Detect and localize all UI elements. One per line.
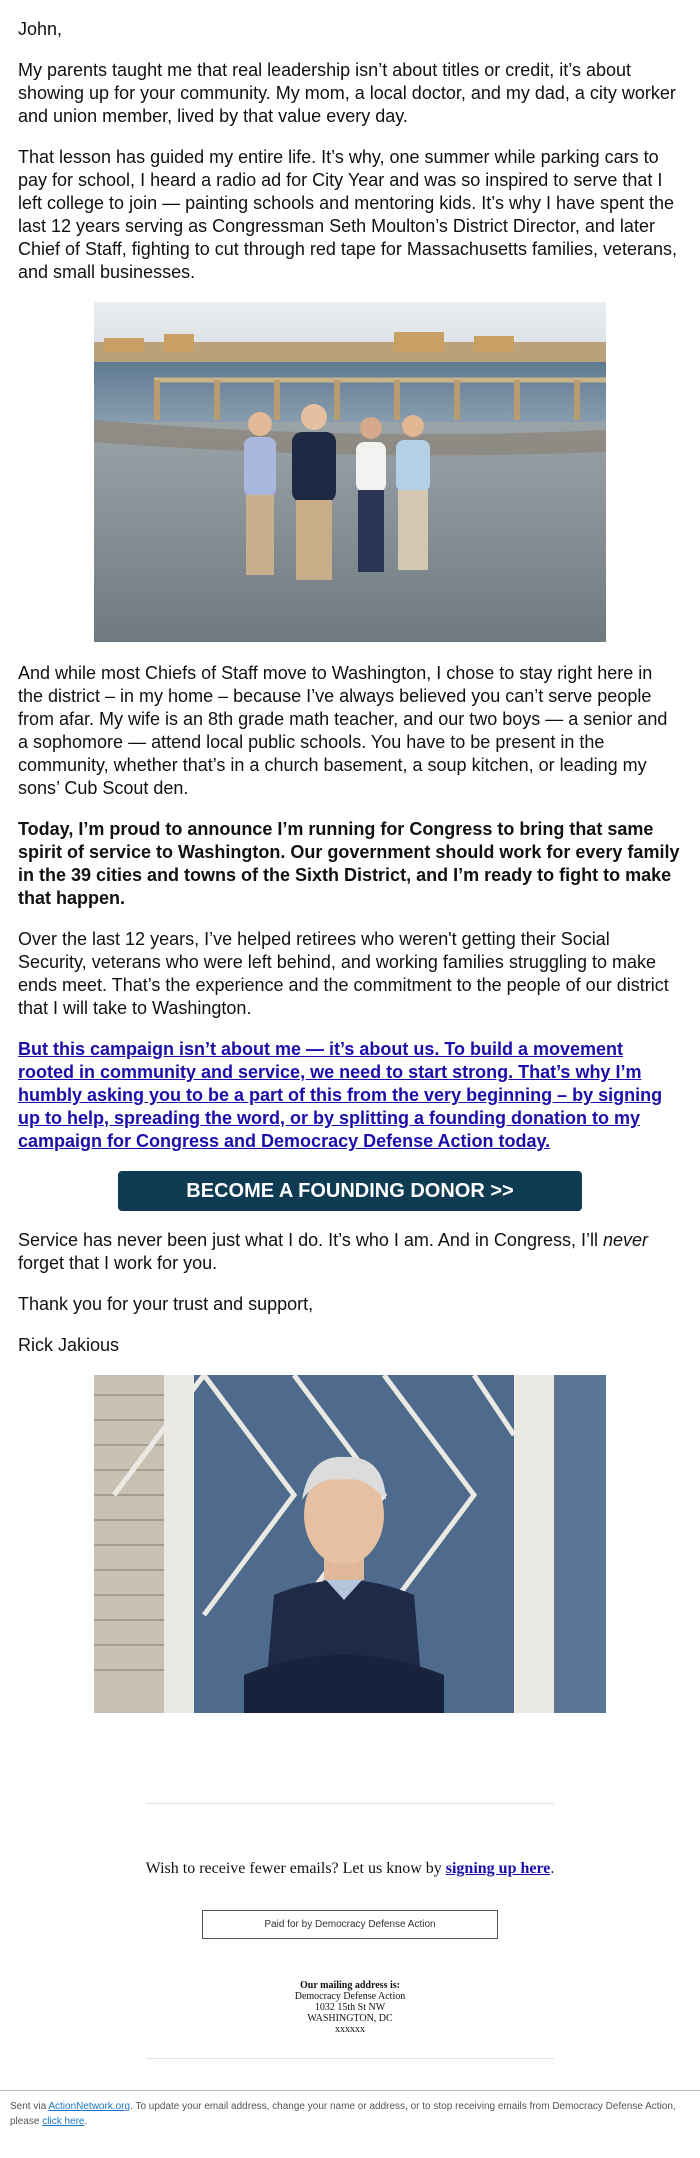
service-text-end: forget that I work for you. xyxy=(18,1253,218,1273)
bottom-bar-suffix: . xyxy=(84,2116,88,2127)
sent-via-text: Sent via xyxy=(10,2101,49,2112)
email-body xyxy=(18,18,682,1733)
portrait-illustration xyxy=(94,1375,606,1713)
family-beach-photo xyxy=(94,302,606,642)
mailing-address-line: 1032 15th St NW xyxy=(314,2002,386,2013)
donate-link-paragraph[interactable]: But this campaign isn’t about me — it’s about us. To build a movement rooted in community and service, we need to start strong. That’s why I’m humbly asking you to be a part of this from the very beginning – by signing up to help, spreading the word, or by splitting a founding donation to my campaign for Congress and Democracy Defense Action today. xyxy=(18,1039,663,1151)
paragraph-announcement: Today, I’m proud to announce I’m running for Congress to bring that same spirit of service to Washington. Our government should work for every family in the 39 cities and towns of the Sixth District, and I’m ready to fight to make that happen. xyxy=(18,819,680,908)
mailing-address-line: xxxxxx xyxy=(335,2024,365,2035)
fewer-emails-prefix: Wish to receive fewer emails? Let us know by xyxy=(145,1860,446,1877)
family-photo-illustration xyxy=(94,302,606,642)
paragraph-district: And while most Chiefs of Staff move to Washington, I chose to stay right here in the district – in my home – because I’ve always believed you can’t serve people from afar. My wife is an 8th grade math teacher, and our two boys — a senior and a sophomore — attend local public schools. You have to be present in the community, whether that’s in a church basement, a soup kitchen, or leading my sons’ Cub Scout den. xyxy=(18,663,668,798)
paragraph-parents: My parents taught me that real leadership isn’t about titles or credit, it’s about showing up for your community. My mom, a local doctor, and my dad, a city worker and union member, lived by that value every day. xyxy=(18,60,676,126)
action-network-bar xyxy=(0,2090,700,2129)
click-here-link[interactable]: click here xyxy=(42,2116,85,2127)
candidate-portrait-photo xyxy=(94,1375,606,1713)
footer-divider-bottom xyxy=(146,2058,554,2059)
fewer-emails-suffix: . xyxy=(550,1860,555,1877)
mailing-address-line: WASHINGTON, DC xyxy=(307,2013,393,2024)
mailing-address-label: Our mailing address is: xyxy=(300,1980,400,1991)
mailing-address-line: Democracy Defense Action xyxy=(294,1991,406,2002)
paragraph-thanks: Thank you for your trust and support, xyxy=(18,1294,314,1314)
mailing-address xyxy=(0,1980,700,2035)
become-founding-donor-button[interactable]: BECOME A FOUNDING DONOR >> xyxy=(118,1171,582,1211)
greeting: John, xyxy=(18,19,63,39)
unsubscribe-text: . To update your email address, change your name or address, or to stop receiving emails from Democracy Defense Action, please xyxy=(10,2101,676,2127)
paragraph-experience: Over the last 12 years, I’ve helped retirees who weren't getting their Social Security, veterans who were left behind, and working families struggling to make ends meet. That’s the experience and the commitment to the people of our district that I will take to Washington. xyxy=(18,929,669,1018)
signing-up-here-link[interactable]: signing up here xyxy=(445,1860,551,1877)
service-text-emphasis: never xyxy=(602,1230,648,1250)
actionnetwork-link[interactable]: ActionNetwork.org xyxy=(48,2101,131,2112)
donate-button-wrap xyxy=(18,1171,682,1211)
signature: Rick Jakious xyxy=(18,1335,120,1355)
footer-divider-top xyxy=(146,1803,554,1804)
paid-for-box: Paid for by Democracy Defense Action xyxy=(202,1910,498,1939)
fewer-emails-text xyxy=(0,1860,700,1878)
paragraph-service xyxy=(18,1229,682,1275)
service-text-start: Service has never been just what I do. It’s who I am. And in Congress, I’ll xyxy=(18,1230,603,1250)
paragraph-lesson: That lesson has guided my entire life. It’s why, one summer while parking cars to pay for school, I heard a radio ad for City Year and was so inspired to serve that I left college to join — painting schools and mentoring kids. It’s why I have spent the last 12 years serving as Congressman Seth Moulton’s District Director, and later Chief of Staff, fighting to cut through red tape for Massachusetts families, veterans, and small businesses. xyxy=(18,147,678,282)
